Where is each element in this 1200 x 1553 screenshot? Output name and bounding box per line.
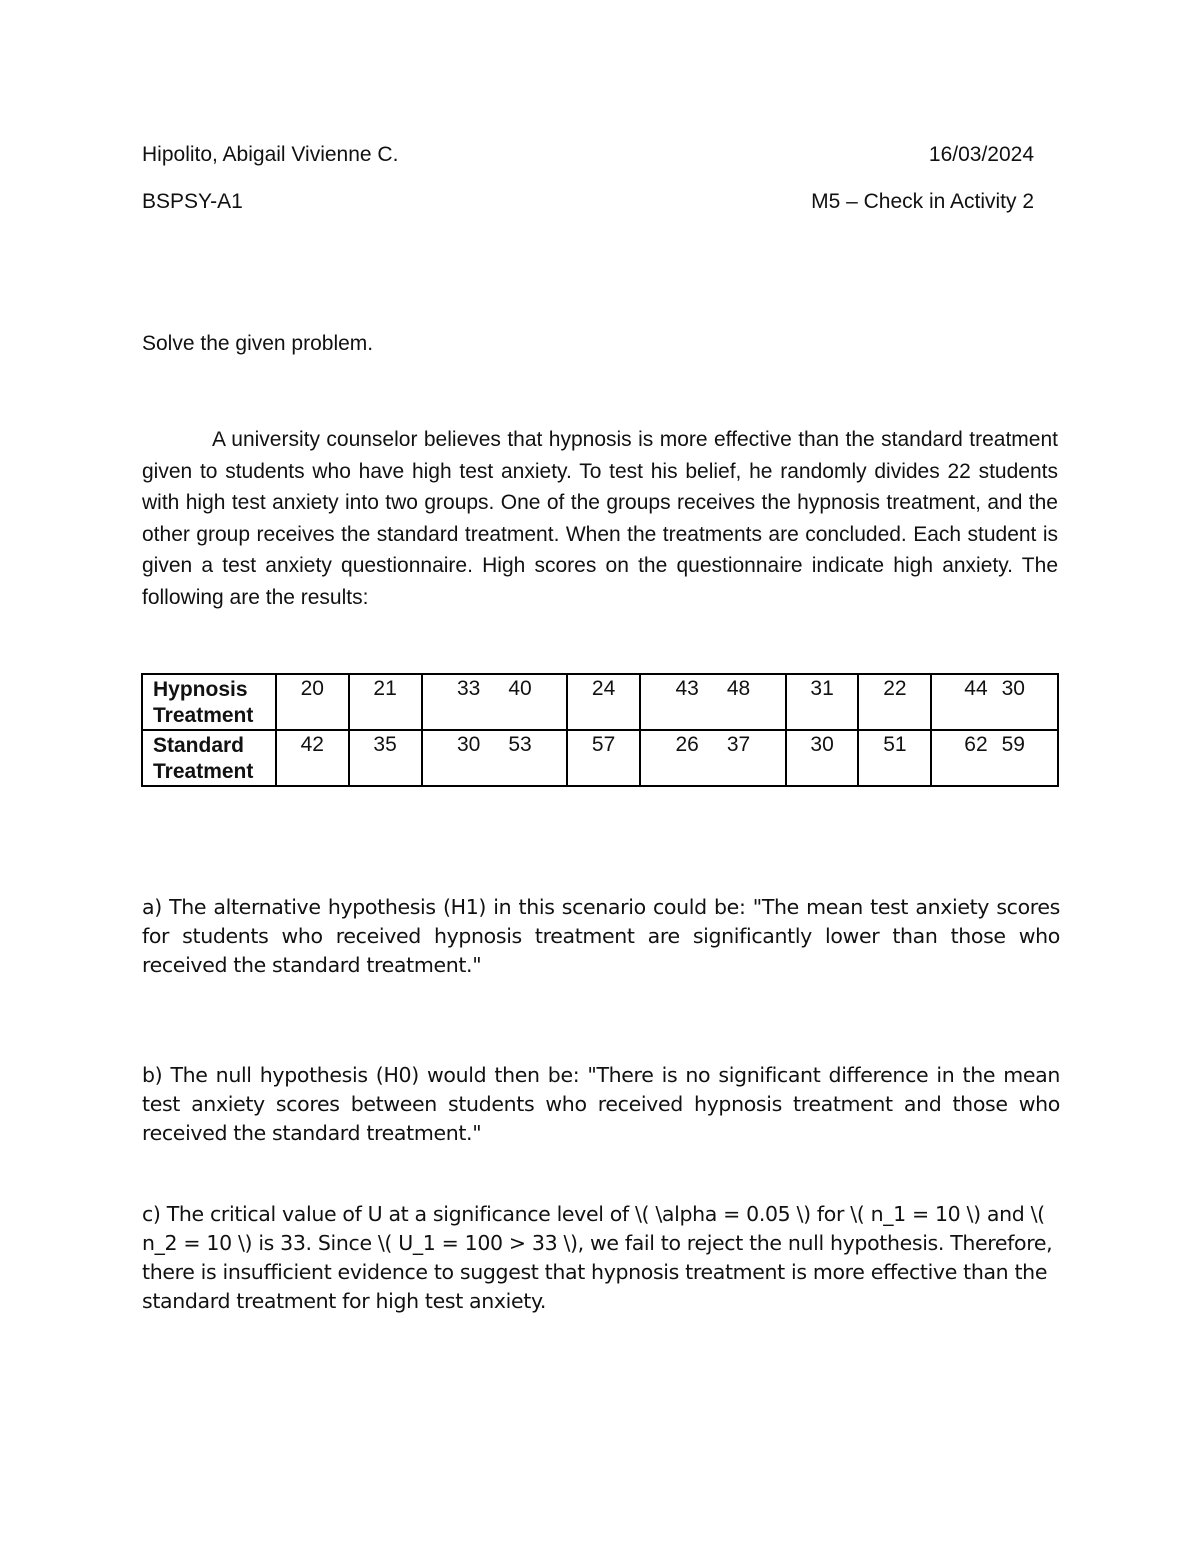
header-row-2 xyxy=(142,190,1034,214)
row-label-line1: Standard xyxy=(153,734,245,757)
answer-a: a) The alternative hypothesis (H1) in this scenario could be: "The mean test anxiety scores for students who received hypnosis treatment are significantly lower than those who received the standard treatment." xyxy=(142,895,1060,977)
table-cell-pair xyxy=(931,674,1058,730)
header-row-1 xyxy=(142,143,1034,167)
table-cell: 57 xyxy=(567,730,640,786)
table-cell: 42 xyxy=(276,730,349,786)
table-value: 43 xyxy=(675,677,699,700)
table-value: 62 xyxy=(964,733,988,756)
problem-statement: A university counselor believes that hypnosis is more effective than the standard treatment given to students who have high test anxiety. To test his belief, he randomly divides 22 students with high test anxiety into two groups. One of the groups receives the hypnosis treatment, and the other group receives the standard treatment. When the treatments are concluded. Each student is given a test anxiety questionnaire. High scores on the questionnaire indicate high anxiety. The following are the results: xyxy=(142,428,1058,609)
table-value: 33 xyxy=(456,677,481,700)
answer-b: b) The null hypothesis (H0) would then be: "There is no significant difference in the mean test anxiety scores between students who received hypnosis treatment and those who received the standard treatment." xyxy=(142,1063,1060,1145)
table-cell-pair xyxy=(422,674,568,730)
table-cell-pair xyxy=(422,730,568,786)
submission-date: 16/03/2024 xyxy=(928,143,1034,166)
table-value: 59 xyxy=(1001,733,1025,756)
results-table xyxy=(141,673,1059,787)
table-value: 53 xyxy=(508,733,532,756)
table-value: 48 xyxy=(726,677,751,700)
table-cell: 31 xyxy=(786,674,859,730)
table-cell: 24 xyxy=(567,674,640,730)
activity-title: M5 – Check in Activity 2 xyxy=(811,190,1034,213)
table-cell: 22 xyxy=(858,674,931,730)
table-cell: 21 xyxy=(349,674,422,730)
row-label-line1: Hypnosis xyxy=(153,678,248,701)
section-code: BSPSY-A1 xyxy=(142,190,243,213)
instruction-text: Solve the given problem. xyxy=(142,332,374,355)
table-value: 30 xyxy=(456,733,481,756)
row-header-hypnosis xyxy=(142,674,276,730)
table-value: 37 xyxy=(726,733,751,756)
table-value: 40 xyxy=(508,677,532,700)
table-cell: 51 xyxy=(858,730,931,786)
row-label-line2: Treatment xyxy=(153,704,254,727)
table-row-standard xyxy=(142,730,1058,786)
table-cell-pair xyxy=(640,730,786,786)
answer-c: c) The critical value of U at a significance level of \( \alpha = 0.05 \) for \( n_1 = 10 \) and \( n_2 = 10 \) is 33. Since \( U_1 = 100 > 33 \), we fail to reject the null hypothesis. Therefore, there is insufficient evidence to suggest that hypnosis treatment is more effective than the standard treatment for high test anxiety. xyxy=(142,1202,1053,1313)
table-cell: 20 xyxy=(276,674,349,730)
table-cell-pair xyxy=(931,730,1058,786)
table-value: 30 xyxy=(1001,677,1025,700)
row-header-standard xyxy=(142,730,276,786)
table-cell: 35 xyxy=(349,730,422,786)
table-cell-pair xyxy=(640,674,786,730)
table-value: 44 xyxy=(964,677,988,700)
student-name: Hipolito, Abigail Vivienne C. xyxy=(142,143,399,166)
table-value: 26 xyxy=(675,733,699,756)
table-row-hypnosis xyxy=(142,674,1058,730)
row-label-line2: Treatment xyxy=(153,760,254,783)
table-cell: 30 xyxy=(786,730,859,786)
